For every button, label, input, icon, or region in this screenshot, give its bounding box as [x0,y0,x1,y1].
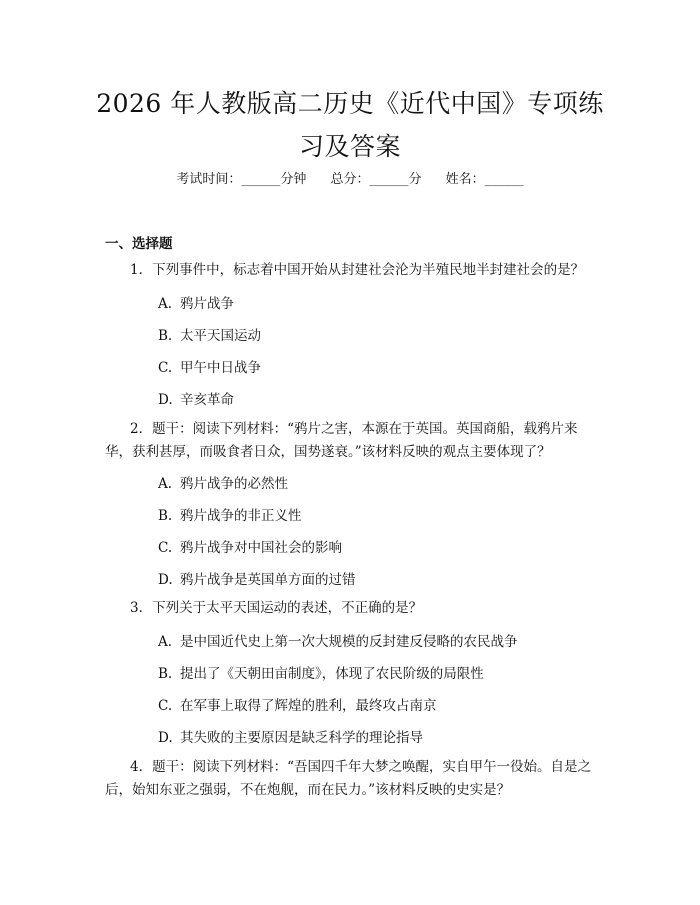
option-label: D. [158,572,173,588]
option-text: 提出了《天朝田亩制度》，体现了农民阶级的局限性 [180,666,484,682]
option-text: 鸦片战争 [180,296,234,312]
option-label: C. [158,540,173,556]
option-label: B. [158,328,173,344]
option-text: 其失败的主要原因是缺乏科学的理论指导 [180,730,423,746]
question-1: 1．下列事件中，标志着中国开始从封建社会沦为半殖民地半封建社会的是？ [130,262,585,278]
q2-option-a [158,472,288,492]
q1-option-c [158,356,261,376]
option-text: 辛亥革命 [180,392,234,408]
option-label: B. [158,508,173,524]
q3-option-d [158,726,423,746]
option-label: C. [158,360,173,376]
name-field: 姓名：______ [445,172,524,187]
option-label: D. [158,392,173,408]
option-text: 鸦片战争的必然性 [180,476,288,492]
option-text: 鸦片战争对中国社会的影响 [180,540,342,556]
q1-option-b [158,324,261,344]
total-score-field: 总分：______分 [330,172,422,187]
option-label: A. [158,296,173,312]
option-label: A. [158,476,173,492]
q3-option-b [158,662,484,682]
q3-option-a [158,630,518,650]
option-label: A. [158,634,173,650]
page-title: 2026 年人教版高二历史《近代中国》专项练习及答案 [96,89,604,161]
question-3: 3．下列关于太平天国运动的表述，不正确的是？ [130,600,423,616]
option-text: 鸦片战争是英国单方面的过错 [180,572,356,588]
q2-option-c [158,536,342,556]
q1-option-a [158,292,234,312]
section-heading: 一、选择题 [105,236,173,252]
q2-option-d [158,568,356,588]
q3-option-c [158,694,437,714]
option-text: 甲午中日战争 [180,360,261,376]
question-4: 4．题干：阅读下列材料：“吾国四千年大梦之唤醒，实自甲午一役始。自是之后，始知东亚之强弱，不在炮舰，而在民力。”该材料反映的史实是？ [105,759,591,798]
q1-option-d [158,388,234,408]
option-label: C. [158,698,173,714]
option-text: 太平天国运动 [180,328,261,344]
option-label: D. [158,730,173,746]
option-text: 是中国近代史上第一次大规模的反封建反侵略的农民战争 [180,634,518,650]
q2-option-b [158,504,302,524]
option-text: 鸦片战争的非正义性 [180,508,302,524]
question-2: 2．题干：阅读下列材料：“鸦片之害，本源在于英国。英国商船，载鸦片来华，获利甚厚，而吸食者日众，国势遂衰。”该材料反映的观点主要体现了？ [105,421,578,460]
option-label: B. [158,666,173,682]
option-text: 在军事上取得了辉煌的胜利，最终攻占南京 [180,698,437,714]
exam-info [0,168,700,187]
exam-time-field: 考试时间：______分钟 [176,172,307,187]
